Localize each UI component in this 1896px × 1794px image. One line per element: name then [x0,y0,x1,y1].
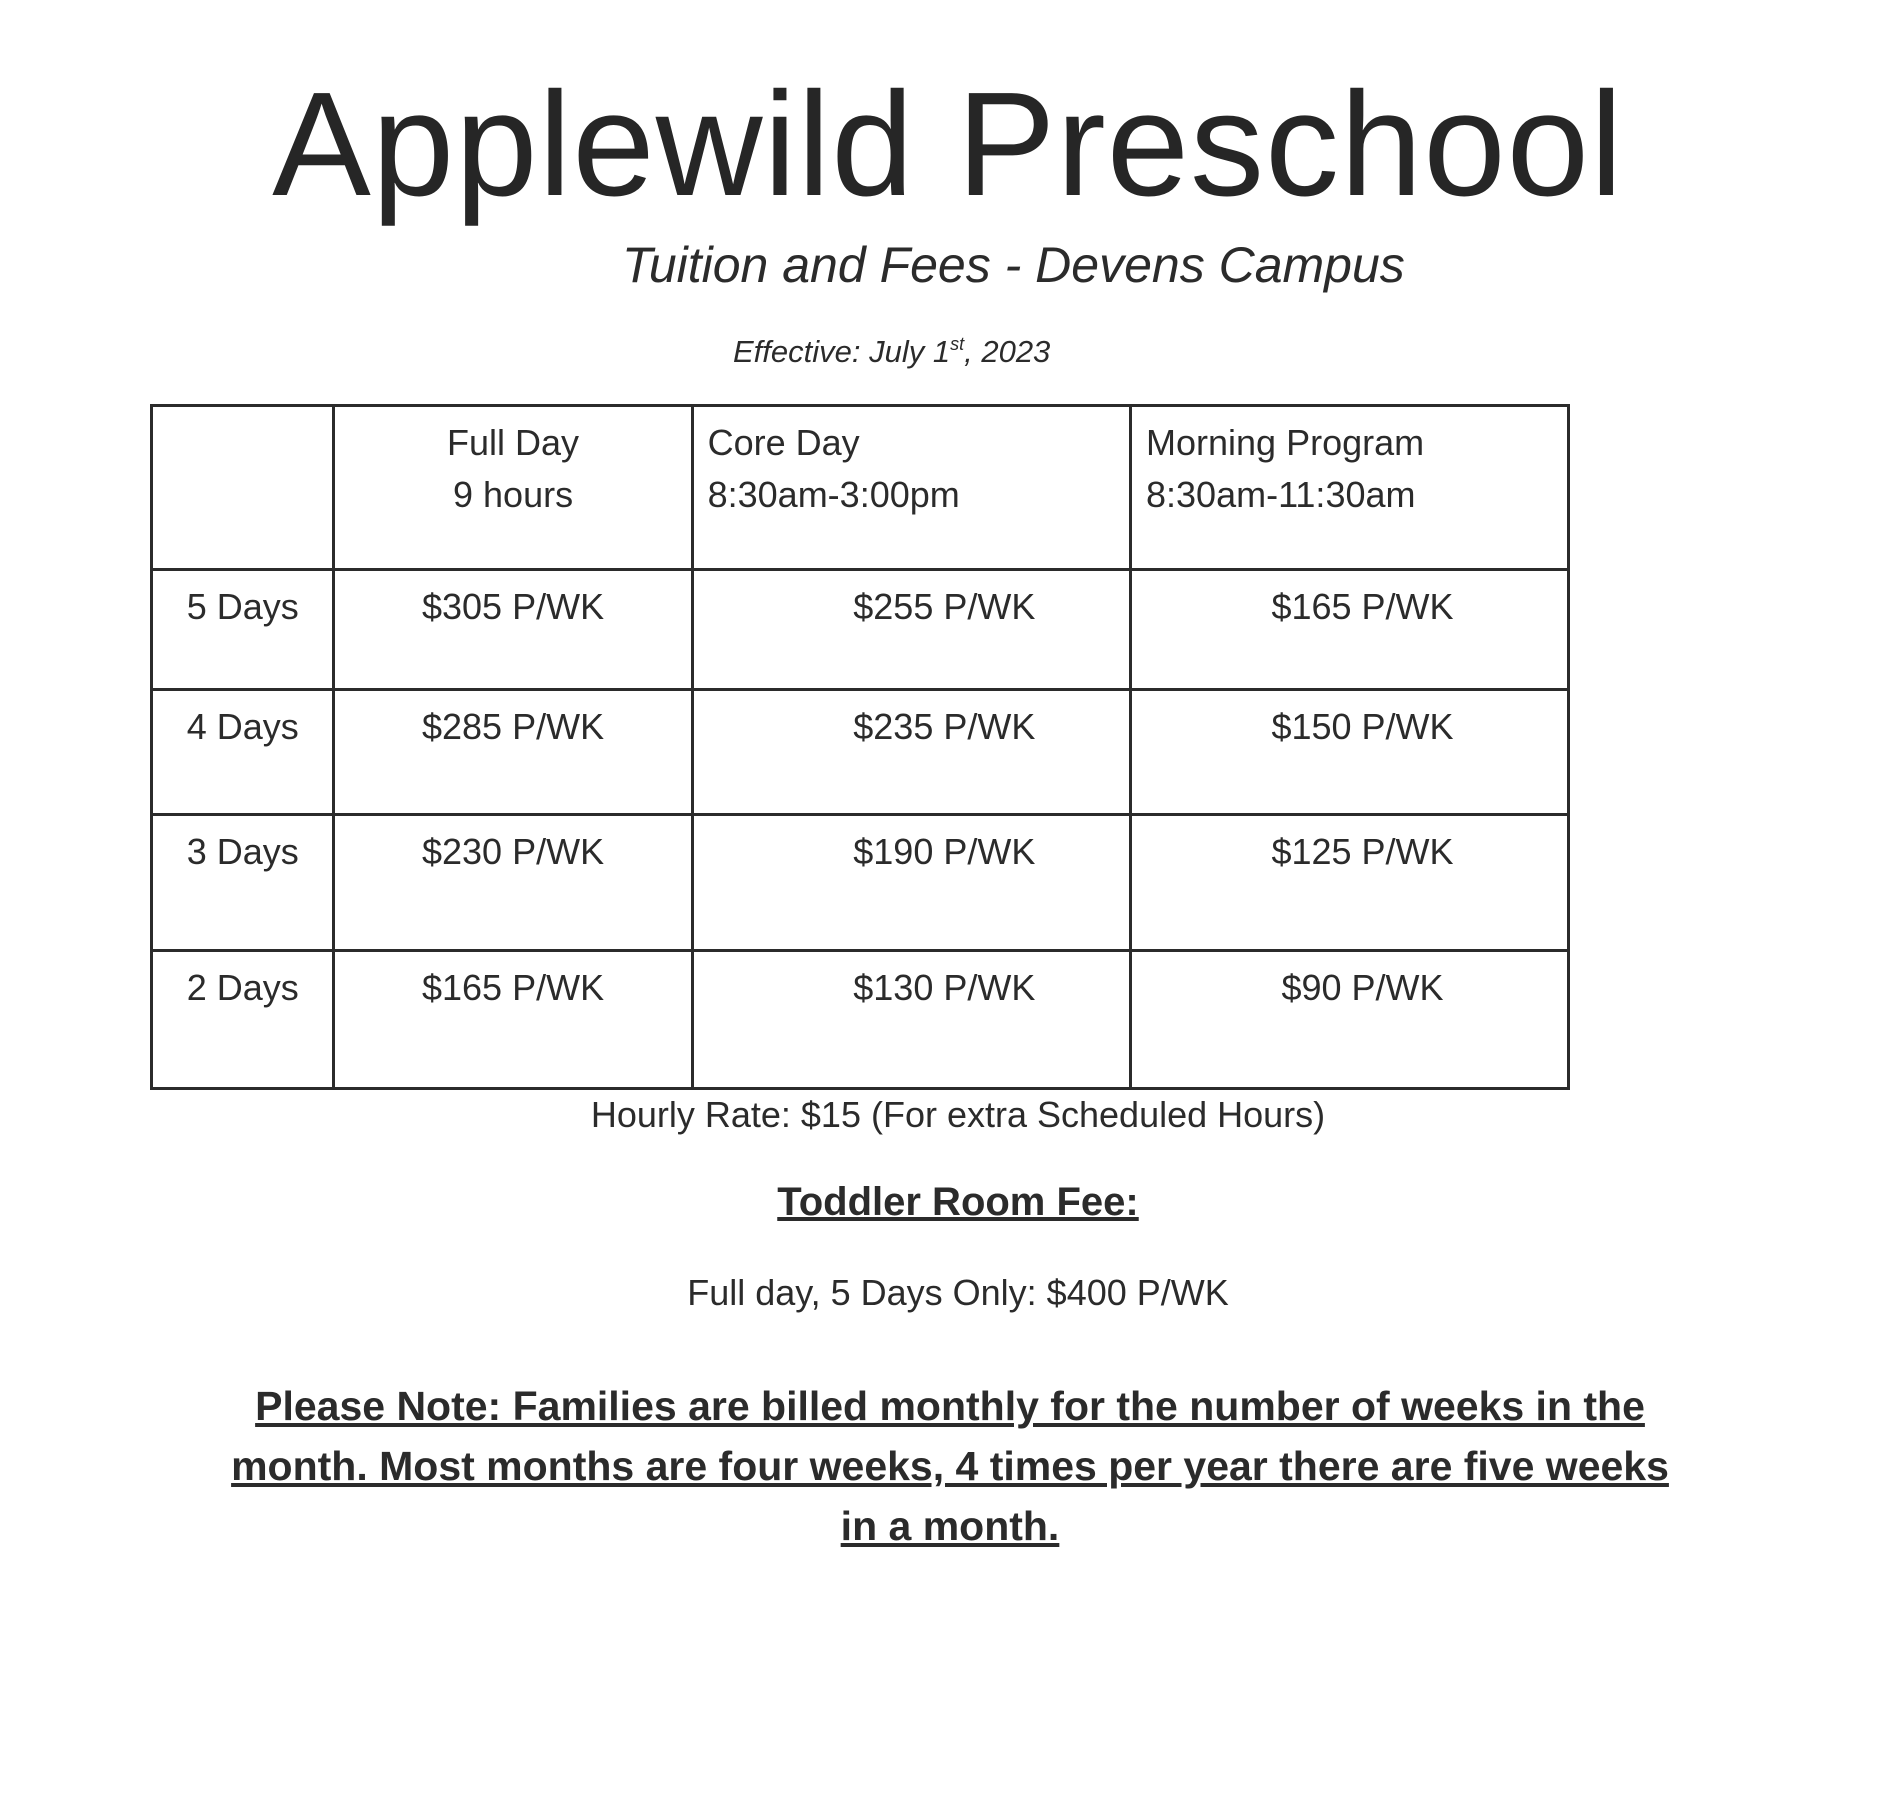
document-title: Applewild Preschool [272,62,1624,227]
row-label: 4 Days [152,690,334,815]
morning-price: $165 P/WK [1131,570,1569,690]
header-core-day-hours: 8:30am-3:00pm [707,474,960,516]
core-day-price: $255 P/WK [692,570,1130,690]
full-day-price: $230 P/WK [334,815,692,951]
billing-note-line: month. Most months are four weeks, 4 times per year there are five weeks [231,1443,1669,1489]
header-full-day-hours: 9 hours [453,474,574,516]
core-day-price: $235 P/WK [692,690,1130,815]
row-label: 5 Days [152,570,334,690]
effective-year: , 2023 [964,334,1051,369]
core-day-price: $130 P/WK [692,951,1130,1089]
billing-note-line: in a month. [840,1503,1060,1549]
row-label: 3 Days [152,815,334,951]
billing-note [150,1376,1750,1556]
header-cell-empty [152,406,334,570]
table-row [152,690,1569,815]
header-morning-label: Morning Program [1146,422,1425,463]
billing-note-line: Please Note: Families are billed monthly for the number of weeks in the [255,1383,1645,1429]
toddler-room-heading: Toddler Room Fee: [777,1180,1139,1224]
full-day-price: $305 P/WK [334,570,692,690]
header-morning-hours: 8:30am-11:30am [1146,474,1416,516]
effective-date [733,334,1050,370]
table-header-row [152,406,1569,570]
full-day-price: $165 P/WK [334,951,692,1089]
effective-prefix: Effective: July 1 [733,334,951,369]
effective-ordinal-suffix: st [950,334,965,354]
toddler-room-fee: Full day, 5 Days Only: $400 P/WK [687,1272,1229,1313]
morning-price: $90 P/WK [1131,951,1569,1089]
hourly-rate: Hourly Rate: $15 (For extra Scheduled Hours) [590,1094,1326,1135]
full-day-price: $285 P/WK [334,690,692,815]
table-row [152,951,1569,1089]
row-label: 2 Days [152,951,334,1089]
tuition-table [150,404,1570,1090]
morning-price: $150 P/WK [1131,690,1569,815]
header-cell-morning-program [1131,406,1569,570]
morning-price: $125 P/WK [1131,815,1569,951]
table-row [152,570,1569,690]
core-day-price: $190 P/WK [692,815,1130,951]
header-cell-core-day [692,406,1130,570]
table-row [152,815,1569,951]
document-subtitle: Tuition and Fees - Devens Campus [622,237,1405,293]
header-full-day-label: Full Day [447,422,580,463]
header-core-day-label: Core Day [707,422,860,463]
header-cell-full-day [334,406,692,570]
